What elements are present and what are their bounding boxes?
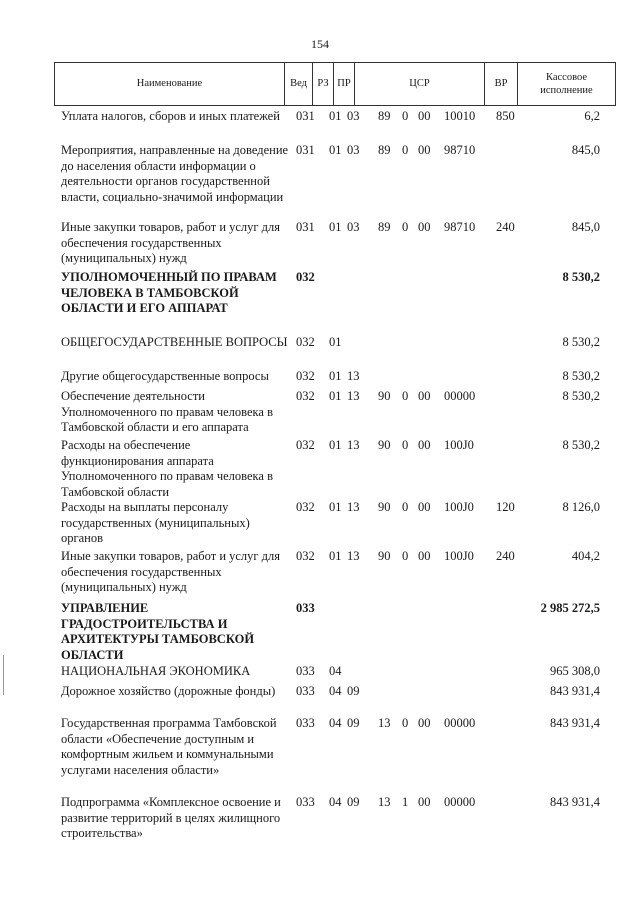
- row-csr1: 90: [378, 389, 391, 403]
- row-csr2: 0: [402, 389, 409, 403]
- row-ved: 032: [296, 549, 315, 563]
- row-rz: 04: [329, 684, 342, 698]
- row-ved: 032: [296, 500, 315, 514]
- row-pr: 03: [347, 143, 360, 157]
- row-pr: 13: [347, 389, 360, 403]
- row-csr2: 1: [402, 795, 409, 809]
- row-pr: 13: [347, 369, 360, 383]
- row-name: Иные закупки товаров, работ и услуг для обеспечения государственных (муниципальных) нужд: [61, 549, 281, 594]
- row-csr4: 00000: [444, 795, 476, 809]
- row-csr1: 90: [378, 438, 391, 452]
- row-vr: 120: [496, 500, 515, 514]
- row-csr2: 0: [402, 438, 409, 452]
- row-name: Обеспечение деятельности Уполномоченного по правам человека в Тамбовской области и его аппарата: [61, 389, 273, 434]
- row-rz: 01: [329, 438, 342, 452]
- row-pr: 13: [347, 549, 360, 563]
- row-csr2: 0: [402, 500, 409, 514]
- row-name: ОБЩЕГОСУДАРСТВЕННЫЕ ВОПРОСЫ: [61, 335, 288, 349]
- row-csr3: 00: [418, 716, 431, 730]
- row-pr: 09: [347, 684, 360, 698]
- row-csr3: 00: [418, 143, 431, 157]
- row-amount: 8 530,2: [562, 438, 600, 452]
- row-rz: 01: [329, 549, 342, 563]
- row-csr3: 00: [418, 549, 431, 563]
- row-ved: 033: [296, 664, 315, 678]
- row-rz: 04: [329, 664, 342, 678]
- row-csr4: 00000: [444, 716, 476, 730]
- row-amount: 404,2: [571, 549, 600, 563]
- row-name: Дорожное хозяйство (дорожные фонды): [61, 684, 276, 698]
- header-name: Наименование: [54, 62, 285, 106]
- row-amount: 843 931,4: [550, 795, 600, 809]
- row-csr1: 89: [378, 143, 391, 157]
- row-rz: 01: [329, 109, 342, 123]
- header-ved: Вед: [284, 62, 313, 106]
- row-rz: 01: [329, 220, 342, 234]
- row-pr: 09: [347, 716, 360, 730]
- row-pr: 13: [347, 438, 360, 452]
- row-vr: 240: [496, 549, 515, 563]
- row-csr2: 0: [402, 549, 409, 563]
- row-csr2: 0: [402, 109, 409, 123]
- row-rz: 04: [329, 795, 342, 809]
- row-amount: 845,0: [571, 143, 600, 157]
- row-amount: 8 530,2: [562, 389, 600, 403]
- row-ved: 033: [296, 795, 315, 809]
- scan-margin-mark: [3, 655, 4, 695]
- row-amount: 8 530,2: [562, 369, 600, 383]
- row-amount: 8 126,0: [562, 500, 600, 514]
- row-name: Расходы на обеспечение функционирования аппарата Уполномоченного по правам человека в Тамбовской области: [61, 438, 273, 499]
- row-amount: 843 931,4: [550, 684, 600, 698]
- row-ved: 032: [296, 369, 315, 383]
- row-csr4: 100J0: [444, 549, 474, 563]
- header-rz: РЗ: [312, 62, 334, 106]
- row-csr2: 0: [402, 716, 409, 730]
- row-name: УПОЛНОМОЧЕННЫЙ ПО ПРАВАМ ЧЕЛОВЕКА В ТАМБОВСКОЙ ОБЛАСТИ И ЕГО АППАРАТ: [61, 270, 277, 315]
- row-pr: 09: [347, 795, 360, 809]
- row-name: УПРАВЛЕНИЕ ГРАДОСТРОИТЕЛЬСТВА И АРХИТЕКТУРЫ ТАМБОВСКОЙ ОБЛАСТИ: [61, 601, 255, 662]
- row-amount: 843 931,4: [550, 716, 600, 730]
- row-name: Другие общегосударственные вопросы: [61, 369, 269, 383]
- row-csr1: 13: [378, 716, 391, 730]
- row-vr: 240: [496, 220, 515, 234]
- row-csr4: 100J0: [444, 438, 474, 452]
- row-csr4: 10010: [444, 109, 476, 123]
- row-name: Иные закупки товаров, работ и услуг для обеспечения государственных (муниципальных) нужд: [61, 220, 281, 265]
- row-csr4: 100J0: [444, 500, 474, 514]
- row-name: Государственная программа Тамбовской области «Обеспечение доступным и комфортным жильем и коммунальными услугами населения области»: [61, 716, 277, 777]
- row-name: Подпрограмма «Комплексное освоение и развитие территорий в целях жилищного строительства»: [61, 795, 281, 840]
- row-ved: 032: [296, 389, 315, 403]
- header-pr: ПР: [333, 62, 355, 106]
- header-csr: ЦСР: [354, 62, 485, 106]
- row-csr3: 00: [418, 109, 431, 123]
- row-amount: 6,2: [584, 109, 600, 123]
- row-name: НАЦИОНАЛЬНАЯ ЭКОНОМИКА: [61, 664, 251, 678]
- header-amount: Кассовое исполнение: [517, 62, 616, 106]
- row-ved: 033: [296, 601, 315, 615]
- row-csr4: 00000: [444, 389, 476, 403]
- row-csr3: 00: [418, 389, 431, 403]
- row-ved: 032: [296, 270, 315, 284]
- row-rz: 01: [329, 500, 342, 514]
- row-csr1: 89: [378, 220, 391, 234]
- table-header: [54, 62, 616, 106]
- row-pr: 03: [347, 220, 360, 234]
- row-rz: 01: [329, 143, 342, 157]
- row-name: Уплата налогов, сборов и иных платежей: [61, 109, 280, 123]
- row-csr3: 00: [418, 438, 431, 452]
- row-csr1: 90: [378, 549, 391, 563]
- row-csr3: 00: [418, 500, 431, 514]
- row-ved: 031: [296, 143, 315, 157]
- row-amount: 965 308,0: [550, 664, 600, 678]
- row-csr3: 00: [418, 220, 431, 234]
- row-ved: 033: [296, 716, 315, 730]
- row-csr1: 13: [378, 795, 391, 809]
- row-vr: 850: [496, 109, 515, 123]
- row-rz: 01: [329, 335, 342, 349]
- row-csr1: 90: [378, 500, 391, 514]
- row-csr1: 89: [378, 109, 391, 123]
- row-ved: 032: [296, 438, 315, 452]
- row-ved: 032: [296, 335, 315, 349]
- row-rz: 01: [329, 369, 342, 383]
- row-rz: 01: [329, 389, 342, 403]
- page-number: 154: [311, 37, 329, 51]
- row-pr: 13: [347, 500, 360, 514]
- row-amount: 8 530,2: [562, 270, 600, 284]
- row-name: Мероприятия, направленные на доведение до населения области информации о деятельности органов государственной власти, социально-значимой информации: [61, 143, 289, 204]
- row-csr2: 0: [402, 143, 409, 157]
- row-ved: 031: [296, 220, 315, 234]
- row-pr: 03: [347, 109, 360, 123]
- row-csr4: 98710: [444, 143, 476, 157]
- row-amount: 2 985 272,5: [540, 601, 600, 615]
- row-rz: 04: [329, 716, 342, 730]
- row-amount: 8 530,2: [562, 335, 600, 349]
- header-vr: ВР: [484, 62, 518, 106]
- row-csr3: 00: [418, 795, 431, 809]
- row-name: Расходы на выплаты персоналу государственных (муниципальных) органов: [61, 500, 250, 545]
- row-csr4: 98710: [444, 220, 476, 234]
- row-csr2: 0: [402, 220, 409, 234]
- row-amount: 845,0: [571, 220, 600, 234]
- row-ved: 033: [296, 684, 315, 698]
- row-ved: 031: [296, 109, 315, 123]
